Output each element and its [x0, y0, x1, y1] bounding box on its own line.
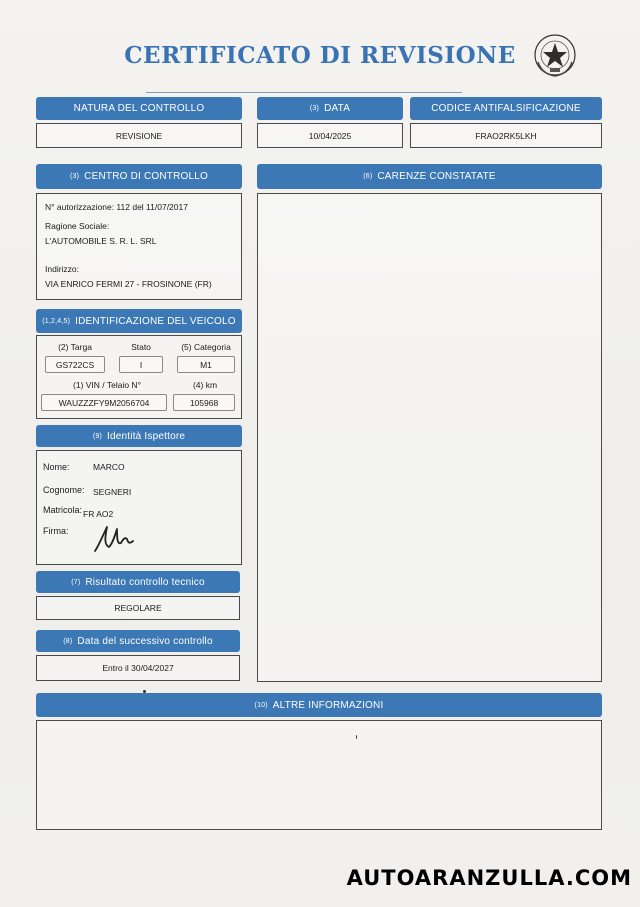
nome-value: MARCO	[93, 462, 125, 472]
altre-header-label: ALTRE INFORMAZIONI	[272, 699, 384, 711]
handwritten-signature	[91, 521, 135, 555]
risultato-header-label: Risultato controllo tecnico	[85, 576, 205, 588]
ragione-sociale-value: L'AUTOMOBILE S. R. L. SRL	[45, 236, 157, 246]
targa-value: GS722CS	[45, 356, 105, 373]
indirizzo-label: Indirizzo:	[45, 264, 80, 274]
vin-label: (1) VIN / Telaio N°	[73, 380, 141, 390]
matricola-label: Matricola:	[43, 505, 83, 515]
data-header	[257, 97, 403, 120]
km-label: (4) km	[192, 380, 218, 390]
carenze-header-number: (6)	[363, 173, 373, 180]
codice-antifalsificazione-header	[410, 97, 602, 120]
ragione-sociale-label: Ragione Sociale:	[45, 221, 110, 231]
altre-header-number: (10)	[254, 701, 268, 709]
km-value: 105968	[173, 394, 235, 411]
risultato-controllo-header	[36, 571, 240, 593]
categoria-label: (5) Categoria	[181, 342, 231, 352]
firma-label: Firma:	[43, 526, 69, 536]
cognome-label: Cognome:	[43, 485, 85, 495]
natura-controllo-value: REVISIONE	[36, 123, 242, 148]
cognome-value: SEGNERI	[93, 487, 132, 497]
stato-label: Stato	[131, 342, 151, 352]
data-header-number: (3)	[309, 105, 320, 112]
centro-controllo-box	[36, 193, 242, 300]
centro-header-number: (3)	[70, 173, 80, 180]
veicolo-header-label: IDENTIFICAZIONE DEL VEICOLO	[75, 315, 236, 327]
matricola-value: FR AO2	[83, 509, 114, 519]
categoria-value: M1	[177, 356, 235, 373]
autorizzazione-text: N° autorizzazione: 112 del 11/07/2017	[45, 202, 188, 212]
identita-ispettore-header	[36, 425, 242, 447]
altre-informazioni-box	[36, 720, 602, 830]
ispettore-header-label: Identità Ispettore	[107, 430, 186, 442]
data-header-label: DATA	[324, 103, 351, 114]
altre-informazioni-header	[36, 693, 602, 717]
nome-label: Nome:	[43, 462, 70, 472]
ink-speck	[356, 735, 357, 739]
codice-antifalsificazione-value: FRAO2RK5LKH	[410, 123, 602, 148]
stato-value: I	[119, 356, 163, 373]
targa-label: (2) Targa	[58, 342, 92, 352]
title-underline	[146, 92, 462, 93]
veicolo-header-number: (1,2,4,5)	[42, 317, 71, 325]
successivo-controllo-header	[36, 630, 240, 652]
page-title: CERTIFICATO DI REVISIONE	[124, 42, 516, 69]
natura-controllo-header	[36, 97, 242, 120]
ink-speck	[143, 690, 146, 693]
successivo-header-label: Data del successivo controllo	[77, 635, 213, 647]
codice-header-label: CODICE ANTIFALSIFICAZIONE	[431, 103, 581, 114]
natura-controllo-header-label: NATURA DEL CONTROLLO	[73, 103, 205, 114]
risultato-header-number: (7)	[71, 578, 81, 586]
carenze-constatate-box	[257, 193, 602, 682]
centro-header-label: CENTRO DI CONTROLLO	[84, 171, 208, 182]
successivo-controllo-value: Entro il 30/04/2027	[36, 655, 240, 681]
centro-controllo-header	[36, 164, 242, 189]
italian-republic-emblem-icon	[532, 32, 578, 78]
carenze-header-label: CARENZE CONSTATATE	[377, 171, 496, 182]
carenze-constatate-header	[257, 164, 602, 189]
risultato-controllo-value: REGOLARE	[36, 596, 240, 620]
identificazione-veicolo-box	[36, 335, 242, 419]
indirizzo-value: VIA ENRICO FERMI 27 - FROSINONE (FR)	[45, 279, 212, 289]
watermark-text: AUTOARANZULLA.COM	[346, 866, 632, 890]
identita-ispettore-box	[36, 450, 242, 565]
successivo-header-number: (8)	[63, 637, 73, 645]
ispettore-header-number: (9)	[92, 432, 103, 440]
identificazione-veicolo-header	[36, 309, 242, 333]
vin-value: WAUZZZFY9M2056704	[41, 394, 167, 411]
data-value: 10/04/2025	[257, 123, 403, 148]
